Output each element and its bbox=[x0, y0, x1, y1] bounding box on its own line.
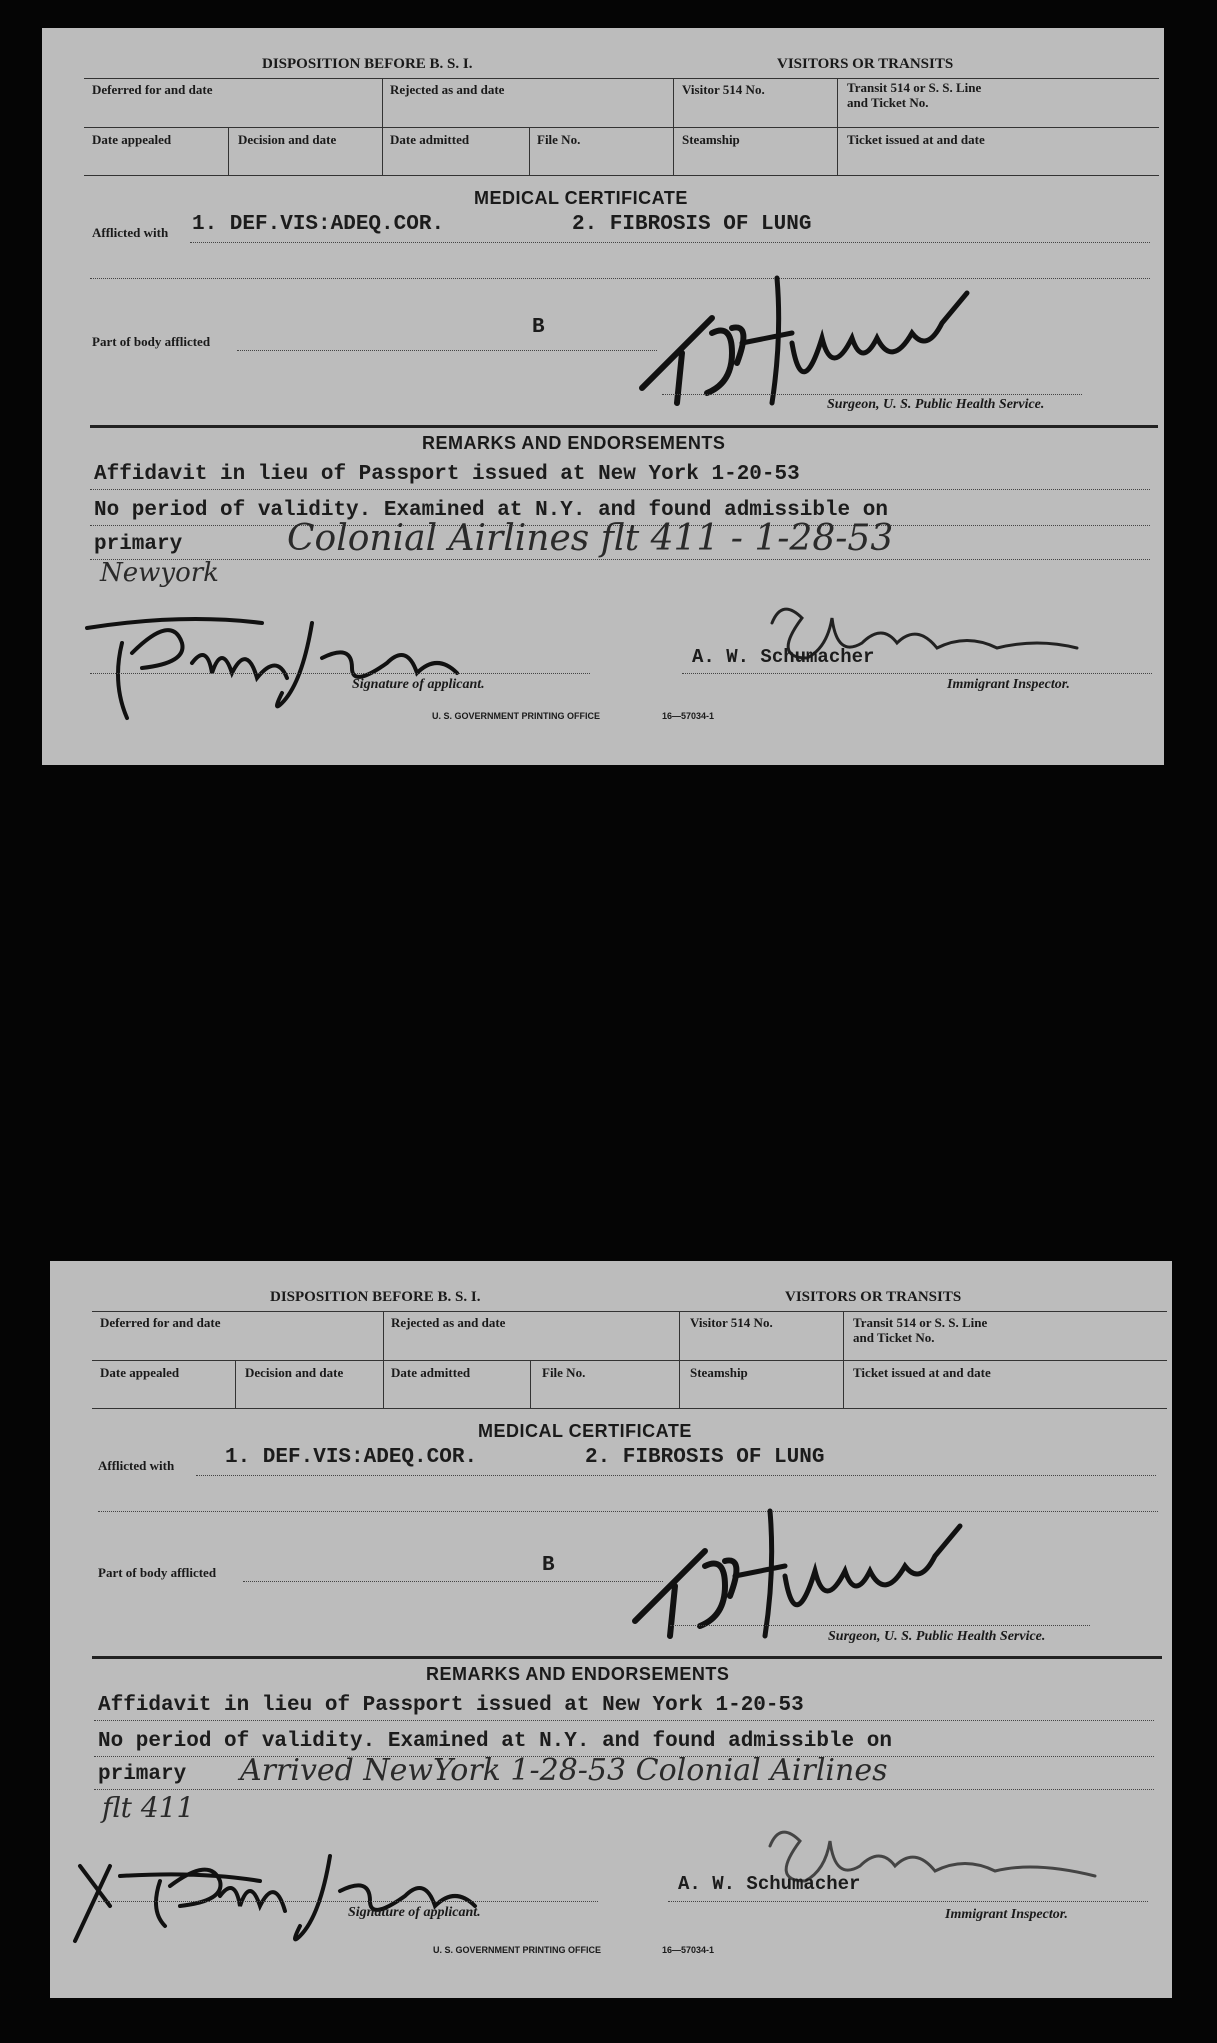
afflicted-label: Afflicted with bbox=[98, 1458, 175, 1473]
inspector-name: A. W. Schumacher bbox=[692, 646, 875, 668]
dotted-line bbox=[237, 350, 657, 351]
dotted-line bbox=[670, 1625, 1090, 1626]
rule bbox=[529, 128, 530, 175]
printing-office: U. S. GOVERNMENT PRINTING OFFICE bbox=[432, 711, 601, 721]
dotted-line bbox=[90, 673, 590, 674]
admitted-label: Date admitted bbox=[391, 1365, 471, 1380]
admitted-label: Date admitted bbox=[390, 132, 470, 147]
rule bbox=[228, 128, 229, 175]
visitors-title: VISITORS OR TRANSITS bbox=[777, 56, 954, 72]
inspector-name: A. W. Schumacher bbox=[678, 1873, 861, 1895]
transit-label: Transit 514 or S. S. Line bbox=[853, 1315, 988, 1330]
applicant-label: Signature of applicant. bbox=[352, 677, 485, 692]
form-number: 16—57034-1 bbox=[662, 1945, 715, 1955]
visitors-title: VISITORS OR TRANSITS bbox=[785, 1289, 962, 1305]
deferred-label: Deferred for and date bbox=[92, 82, 213, 97]
surgeon-label: Surgeon, U. S. Public Health Service. bbox=[828, 1629, 1046, 1644]
remarks-line-1: Affidavit in lieu of Passport issued at New York 1-20-53 bbox=[98, 1694, 804, 1717]
rule bbox=[92, 1656, 1162, 1659]
dotted-line bbox=[90, 489, 1150, 490]
rule bbox=[530, 1361, 531, 1408]
dotted-line bbox=[98, 1901, 598, 1902]
inspector-label: Immigrant Inspector. bbox=[947, 677, 1070, 692]
remarks-title: REMARKS AND ENDORSEMENTS bbox=[426, 1664, 730, 1684]
appealed-label: Date appealed bbox=[92, 132, 172, 147]
remarks-line-1: Affidavit in lieu of Passport issued at New York 1-20-53 bbox=[94, 463, 800, 486]
dotted-line bbox=[94, 1789, 1154, 1790]
disposition-title: DISPOSITION BEFORE B. S. I. bbox=[270, 1289, 481, 1305]
part-of-body-value: B bbox=[532, 316, 545, 339]
affliction-1: 1. DEF.VIS:ADEQ.COR. bbox=[225, 1446, 478, 1469]
surgeon-signature bbox=[602, 273, 1062, 413]
rejected-label: Rejected as and date bbox=[391, 1315, 506, 1330]
remarks-line-2: No period of validity. Examined at N.Y. and found admissible on bbox=[94, 499, 888, 522]
rule bbox=[92, 1408, 1167, 1409]
part-of-body-label: Part of body afflicted bbox=[92, 334, 211, 349]
ticket-issued-label: Ticket issued at and date bbox=[847, 132, 985, 147]
inspector-label: Immigrant Inspector. bbox=[945, 1907, 1068, 1922]
ticket-issued-label: Ticket issued at and date bbox=[853, 1365, 991, 1380]
handwritten-city-note: Newyork bbox=[100, 558, 219, 588]
surgeon-label: Surgeon, U. S. Public Health Service. bbox=[827, 397, 1045, 412]
rule bbox=[90, 425, 1158, 428]
applicant-label: Signature of applicant. bbox=[348, 1905, 481, 1920]
printing-office: U. S. GOVERNMENT PRINTING OFFICE bbox=[433, 1945, 602, 1955]
dotted-line bbox=[668, 1901, 1148, 1902]
rule bbox=[92, 1311, 1167, 1312]
decision-label: Decision and date bbox=[238, 132, 337, 147]
affliction-2: 2. FIBROSIS OF LUNG bbox=[585, 1446, 825, 1469]
dotted-line bbox=[94, 1720, 1154, 1721]
rejected-label: Rejected as and date bbox=[390, 82, 505, 97]
steamship-label: Steamship bbox=[690, 1365, 748, 1380]
rule bbox=[84, 78, 1159, 79]
handwritten-flight-note: Colonial Airlines flt 411 - 1-28-53 bbox=[287, 518, 894, 559]
form-number: 16—57034-1 bbox=[662, 711, 715, 721]
immigration-card-front bbox=[42, 28, 1164, 765]
transit-label: Transit 514 or S. S. Line bbox=[847, 80, 982, 95]
disposition-title: DISPOSITION BEFORE B. S. I. bbox=[262, 56, 473, 72]
dotted-line bbox=[190, 242, 1150, 243]
dotted-line bbox=[682, 673, 1152, 674]
medical-certificate-title: MEDICAL CERTIFICATE bbox=[478, 1421, 692, 1441]
steamship-label: Steamship bbox=[682, 132, 740, 147]
visitor-label: Visitor 514 No. bbox=[690, 1315, 773, 1330]
part-of-body-label: Part of body afflicted bbox=[98, 1565, 217, 1580]
rule bbox=[84, 175, 1159, 176]
file-no-label: File No. bbox=[542, 1365, 586, 1380]
visitor-label: Visitor 514 No. bbox=[682, 82, 765, 97]
remarks-title: REMARKS AND ENDORSEMENTS bbox=[422, 433, 726, 453]
appealed-label: Date appealed bbox=[100, 1365, 180, 1380]
affliction-2: 2. FIBROSIS OF LUNG bbox=[572, 213, 812, 236]
afflicted-label: Afflicted with bbox=[92, 225, 169, 240]
ticket-no-label: and Ticket No. bbox=[853, 1330, 935, 1345]
applicant-signature bbox=[82, 613, 502, 723]
rule bbox=[92, 1360, 1167, 1361]
handwritten-arrival-note: Arrived NewYork 1-28-53 Colonial Airlines bbox=[240, 1753, 888, 1788]
file-no-label: File No. bbox=[537, 132, 581, 147]
immigration-card-back bbox=[50, 1261, 1172, 1998]
medical-certificate-title: MEDICAL CERTIFICATE bbox=[474, 188, 688, 208]
remarks-line-2: No period of validity. Examined at N.Y. and found admissible on bbox=[98, 1730, 892, 1753]
decision-label: Decision and date bbox=[245, 1365, 344, 1380]
dotted-line bbox=[662, 394, 1082, 395]
ticket-no-label: and Ticket No. bbox=[847, 95, 929, 110]
remarks-line-3: primary bbox=[98, 1763, 187, 1786]
affliction-1: 1. DEF.VIS:ADEQ.COR. bbox=[192, 213, 445, 236]
dotted-line bbox=[90, 559, 1150, 560]
deferred-label: Deferred for and date bbox=[100, 1315, 221, 1330]
dotted-line bbox=[196, 1475, 1156, 1476]
remarks-line-3: primary bbox=[94, 533, 183, 556]
part-of-body-value: B bbox=[542, 1554, 555, 1577]
rule bbox=[235, 1361, 236, 1408]
handwritten-flight-note: flt 411 bbox=[102, 1791, 195, 1824]
rule bbox=[84, 127, 1159, 128]
